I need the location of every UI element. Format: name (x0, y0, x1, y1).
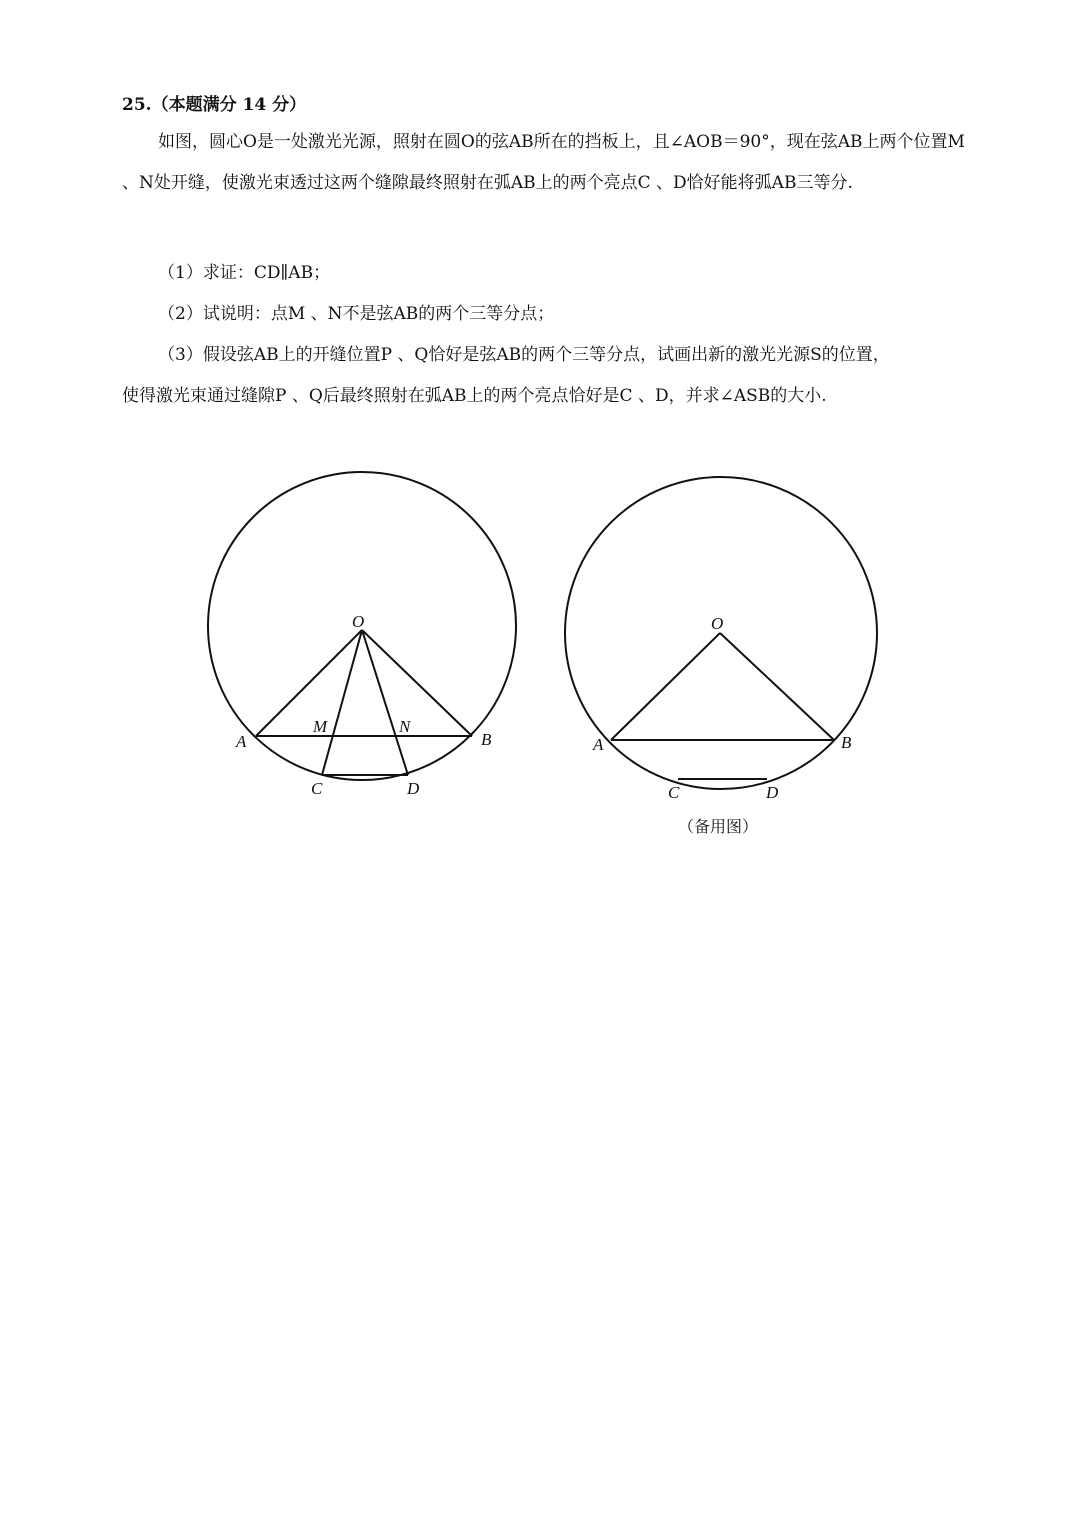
figure-2 (565, 477, 877, 836)
label-m: M (313, 717, 328, 736)
label-n: N (399, 717, 411, 736)
segment-ob (720, 633, 834, 740)
figure-caption: （备用图） (678, 817, 759, 836)
question-1: （1）求证：CD∥AB； (158, 263, 331, 283)
question-3-line2: 使得激光束通过缝隙P 、Q后最终照射在弧AB上的两个亮点恰好是C 、D，并求∠ASB的大小. (122, 386, 827, 406)
label-o: O (352, 612, 365, 631)
ray-oc (322, 630, 362, 775)
question-2: （2）试说明：点M 、N不是弦AB的两个三等分点； (158, 304, 555, 324)
label-d: D (766, 783, 779, 802)
figure-1 (208, 472, 516, 798)
segment-oa (611, 633, 720, 740)
problem-title: 25.（本题满分 14 分） (122, 95, 307, 115)
label-b: B (481, 730, 492, 749)
label-c: C (668, 783, 680, 802)
label-a: A (236, 732, 247, 751)
segment-oa (256, 630, 362, 736)
label-b: B (841, 733, 852, 752)
label-d: D (407, 779, 420, 798)
question-3-line1: （3）假设弦AB上的开缝位置P 、Q恰好是弦AB的两个三等分点，试画出新的激光光源S的位置， (158, 345, 890, 365)
problem-stem: 如图，圆心O是一处激光光源，照射在圆O的弦AB所在的挡板上，且∠AOB＝90°，现在弦AB上两个位置M 、N处开缝，使激光束透过这两个缝隙最终照射在弧AB上的两个亮点C 、D恰好能将弧AB三等分. (122, 132, 965, 193)
label-a: A (593, 735, 604, 754)
label-o: O (711, 614, 724, 633)
label-c: C (311, 779, 323, 798)
